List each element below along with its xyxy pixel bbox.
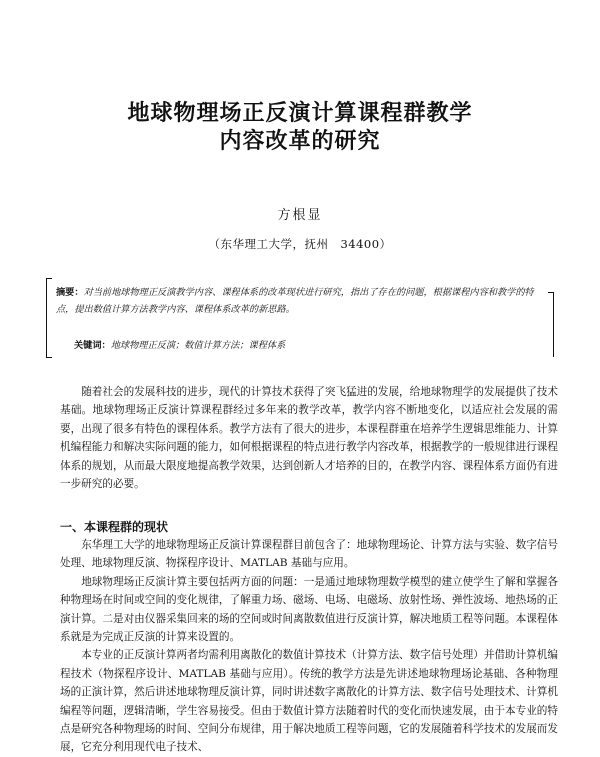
author-affiliation: （东华理工大学，抚州 34400）	[208, 237, 392, 251]
section-paragraph-2: 地球物理场正反演计算主要包括两方面的问题：一是通过地球物理数学模型的建立使学生了解和掌握各种物理场在时间或空间的变化规律，了解重力场、磁场、电场、电磁场、放射性场、弹性波场、地热场的正演计算。二是对由仪器采集回来的场的空间或时间离散数值进行反演计算，解决地质工程等问题。本课程体系就是为完成正反演的计算来设置的。	[60, 575, 558, 644]
keywords	[74, 339, 544, 353]
section-paragraph-1: 东华理工大学的地球物理场正反演计算课程群目前包含了：地球物理场论、计算方法与实验、数字信号处理、地球物理反演、物探程序设计、MATLAB 基础与应用。	[60, 539, 558, 570]
abstract-box	[46, 278, 554, 360]
abstract	[56, 284, 544, 318]
keywords-text: 地球物理正反演；数值计算方法；课程体系	[110, 340, 286, 351]
author-name: 方根显	[277, 208, 323, 223]
title-line-1: 地球物理场正反演计算课程群教学	[127, 101, 473, 126]
intro-paragraph	[60, 383, 558, 493]
section-heading: 一、本课程群的现状	[60, 520, 169, 534]
abstract-text: 对当前地球物理正反演教学内容、课程体系的改革现状进行研究，指出了存在的问题，根据课程内容和教学的特点，提出数值计算方法教学内容、课程体系改革的新思路。	[56, 287, 534, 315]
intro-text: 随着社会的发展科技的进步，现代的计算技术获得了突飞猛进的发展，给地球物理学的发展提供了技术基础。地球物理场正反演计算课程群经过多年来的教学改革，教学内容不断地变化，以适应社会发展的需要，出现了很多有特色的课程体系。教学方法有了很大的进步，本课程群重在培养学生逻辑思维能力、计算机编程能力和解决实际问题的能力，如何根据课程的特点进行教学内容改革，根据教学的一般规律进行课程体系的规划，从而最大限度地提高教学效果，达到创新人才培养的目的，在教学内容、课程体系方面仍有进一步研究的必要。	[60, 386, 558, 491]
abstract-bracket-right	[548, 292, 554, 357]
title-line-2: 内容改革的研究	[219, 129, 381, 154]
abstract-bracket-left	[46, 278, 52, 358]
abstract-label: 摘要：	[56, 287, 84, 298]
section-paragraph-3: 本专业的正反演计算两者均需利用离散化的数值计算技术（计算方法、数字信号处理）并借助计算机编程技术（物探程序设计、MATLAB 基础与应用）。传统的教学方法是先讲述地球物理场论基础、各种物理场的正演计算，然后讲述地球物理反演计算，同时讲述数字离散化的计算方法、数字信号处理技术、计算机编程等问题，逻辑清晰，学生容易接受。但由于数值计算方法随着时代的变化而快速发展，由于本专业的特点是研究各种物理场的时间、空间分布规律，用于解决地质工程等问题，它的发展随着科学技术的发展而发展，它充分利用现代电子技术、	[60, 649, 558, 754]
section-body	[60, 536, 558, 754]
keywords-label: 关键词：	[74, 340, 111, 351]
paper-title	[0, 100, 600, 156]
